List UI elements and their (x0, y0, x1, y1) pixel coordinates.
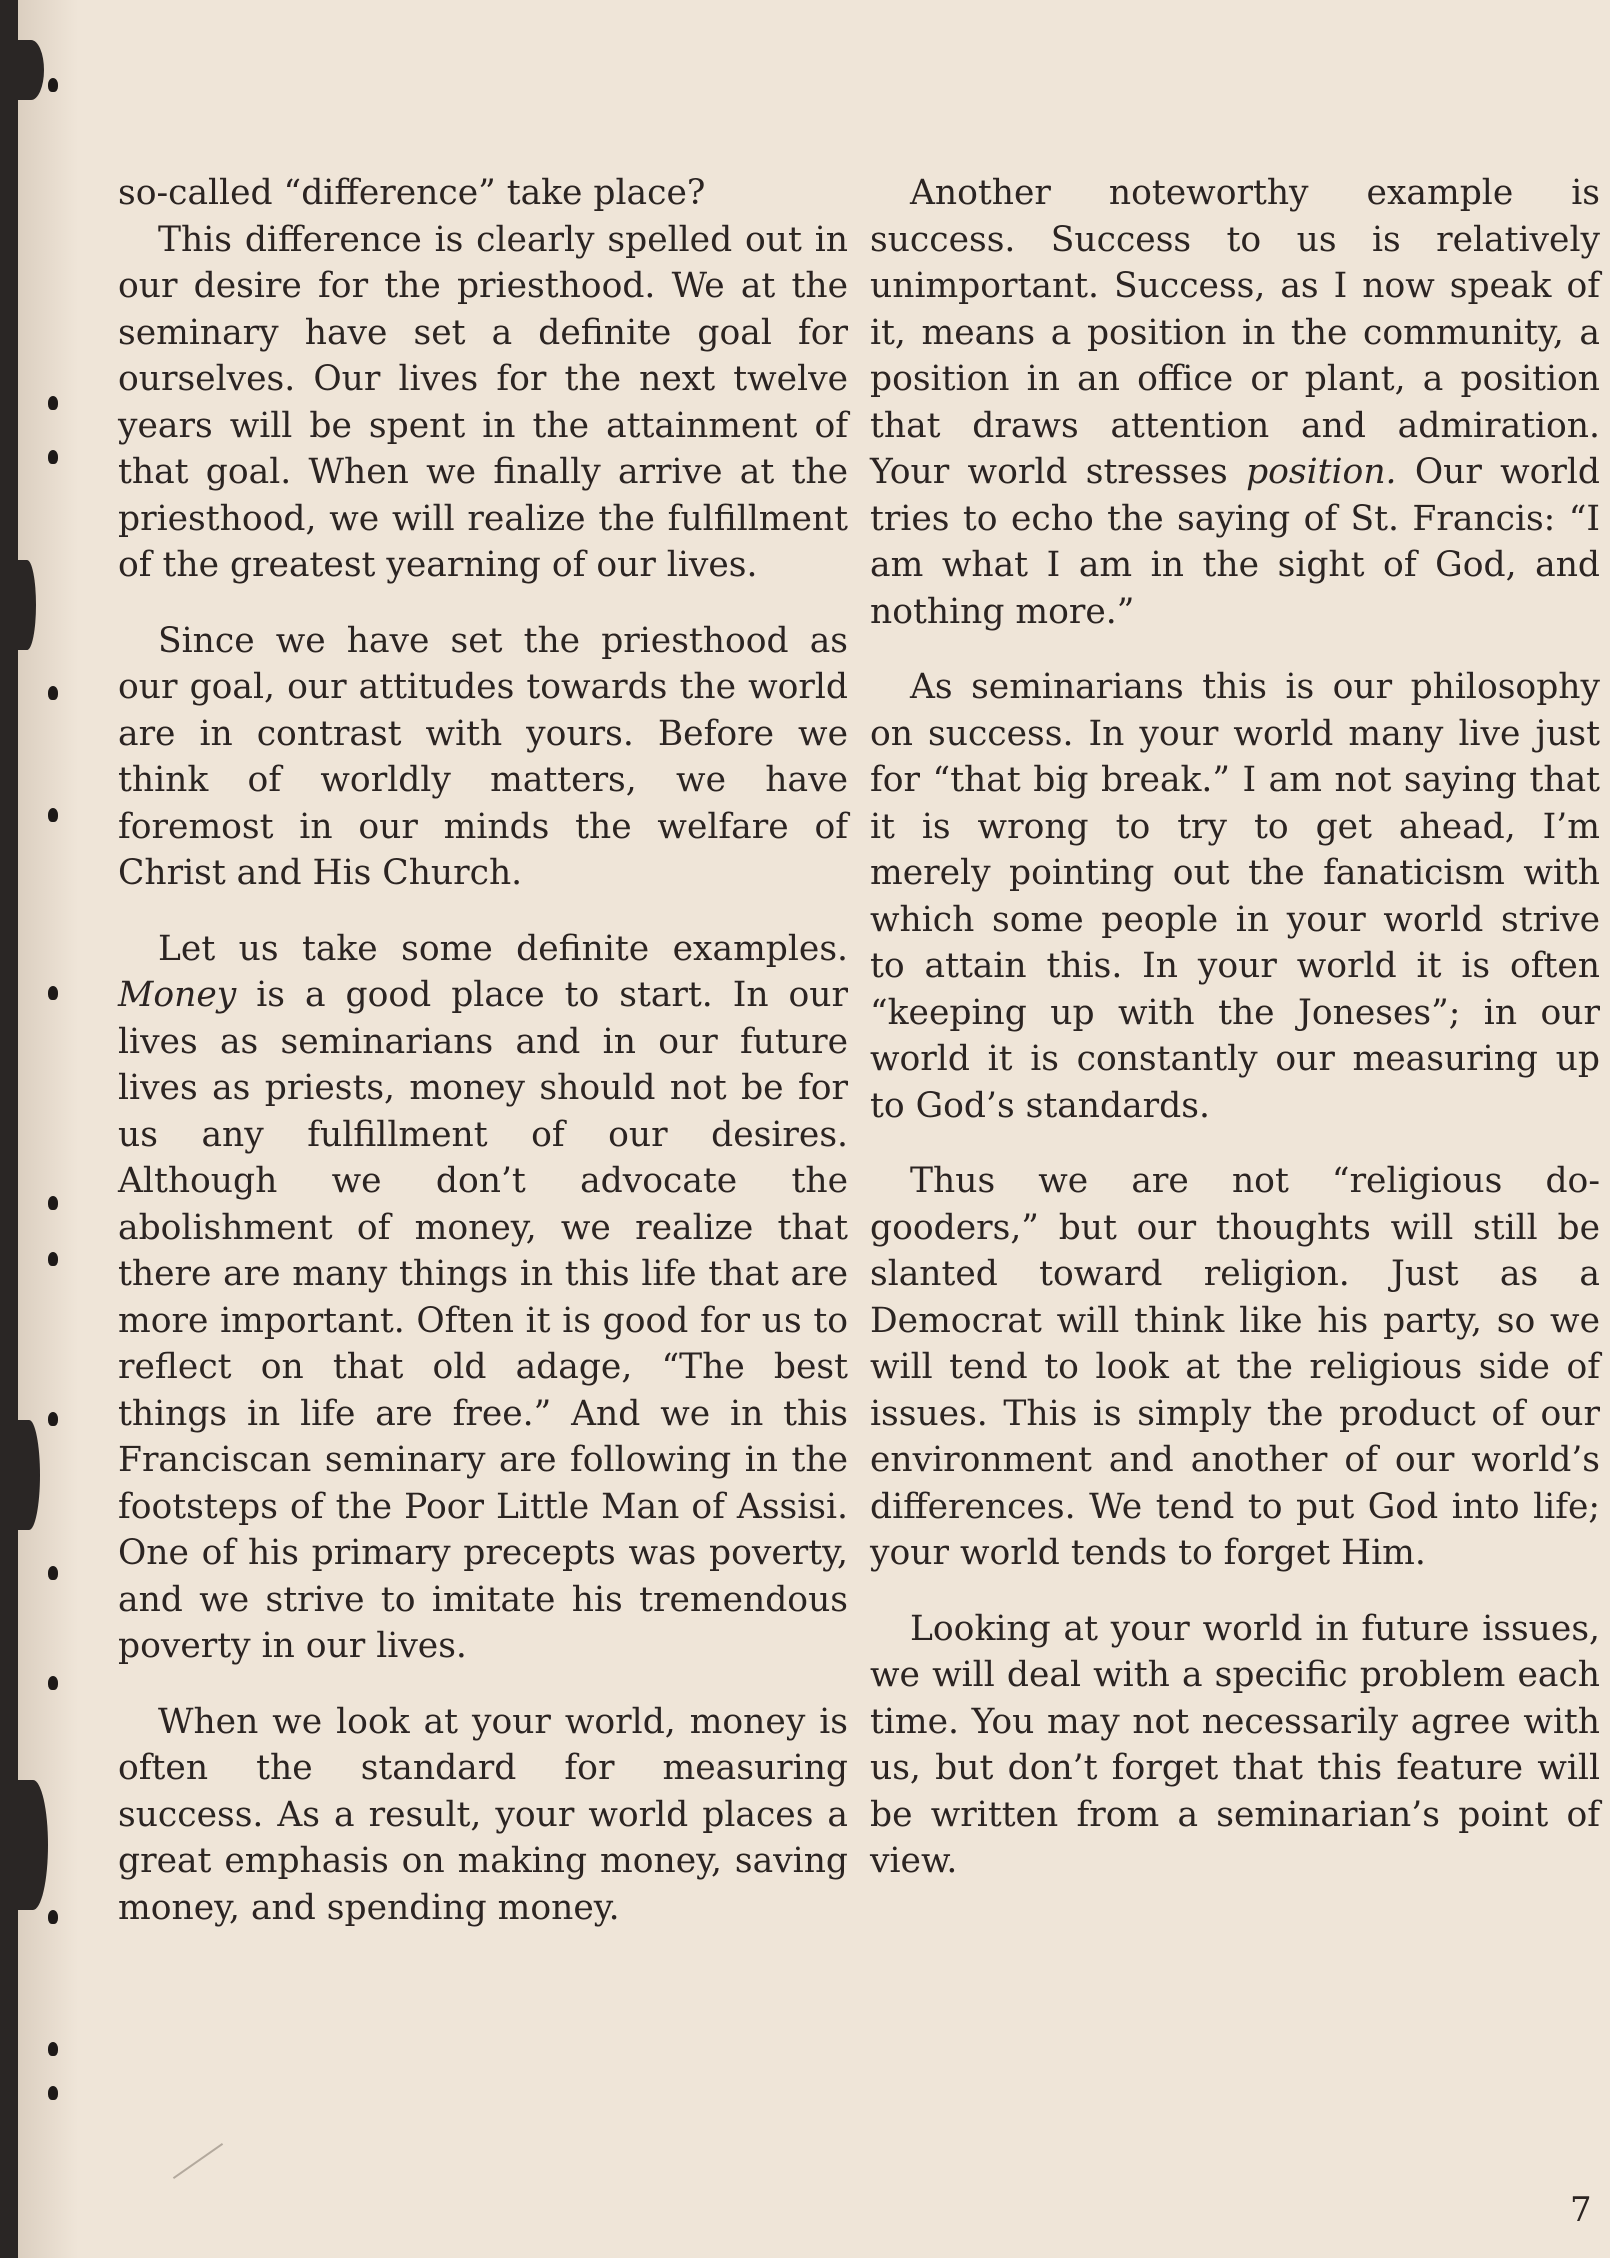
paragraph: Thus we are not “religious do-gooders,” but our thoughts will still be slanted toward religion. Just as a Democrat will think like his party, so we will tend to look at the religious side of issues. This is simply the product of our environment and another of our world’s differences. We tend to put God into life; your world tends to forget Him. (870, 1161, 1600, 1573)
paragraph-body: is a good place to start. In our lives as seminarians and in our future lives as priests, money should not be for us any fulfillment of our desires. Although we don’t advocate the abolishment of money, we realize that there are many things in this life that are more important. Often it is good for us to reflect on that old adage, “The best things in life are free.” And we in this Franciscan seminary are following in the footsteps of the Poor Little Man of Assisi. One of his primary precepts was poverty, and we strive to imitate his tremendous poverty in our lives. (118, 975, 849, 1666)
binding-hole (48, 1566, 58, 1580)
paragraph: Since we have set the priesthood as our goal, our attitudes towards the world are in contrast with yours. Before we think of worldly matters, we have foremost in our minds the welfare of Christ and His Church. (118, 620, 848, 893)
binding-hole (48, 1676, 58, 1690)
binding-hole (48, 1412, 58, 1426)
paragraph: When we look at your world, money is often the standard for measuring success. As a result, your world places a great emphasis on making money, saving money, and spending money. (118, 1701, 848, 1928)
paragraph (118, 926, 848, 1670)
right-column (870, 170, 1600, 1914)
binding-hole (48, 2086, 58, 2100)
paragraph: so-called “difference” take place? (118, 173, 706, 213)
binding-hole (48, 2042, 58, 2056)
emphasis-position: position. (1246, 452, 1397, 492)
paragraph: This difference is clearly spelled out in our desire for the priesthood. We at the seminary have set a definite goal for ourselves. Our lives for the next twelve years will be spent in the attainment of that goal. When we finally arrive at the priesthood, we will realize the fulfillment of the greatest yearning of our lives. (118, 219, 848, 585)
paragraph: Looking at your world in future issues, we will deal with a specific problem each time. You may not necessarily agree with us, but don’t forget that this feature will be written from a seminarian’s point of view. (870, 1608, 1600, 1881)
binding-hole (48, 1910, 58, 1924)
page-number: 7 (1570, 2190, 1592, 2230)
paragraph-body: Our world tries to echo the saying of St. Francis: “I am what I am in the sight of God, and nothing more.” (870, 452, 1601, 632)
torn-edge (18, 40, 44, 100)
magazine-page (18, 0, 1610, 2258)
emphasis-money: Money (118, 975, 237, 1015)
binding-hole (48, 686, 58, 700)
torn-edge (18, 560, 36, 650)
paper-crease (173, 2143, 223, 2179)
binding-hole (48, 450, 58, 464)
binding-hole (48, 808, 58, 822)
binding-hole (48, 78, 58, 92)
paragraph-intro: Let us take some definite examples. (158, 928, 848, 969)
torn-edge (18, 1420, 40, 1530)
binding-hole (48, 1252, 58, 1266)
binding-hole (48, 396, 58, 410)
binding-hole (48, 986, 58, 1000)
left-column (118, 170, 848, 1960)
paragraph: As seminarians this is our philosophy on success. In your world many live just for “that big break.” I am not saying that it is wrong to try to get ahead, I’m merely pointing out the fanaticism with which some people in your world strive to attain this. In your world it is often “keeping up with the Joneses”; in our world it is constantly our measuring up to God’s standards. (870, 667, 1600, 1126)
paragraph-body: Another noteworthy example is success. Success to us is relatively unimportant. Success, as I now speak of it, means a position in the community, a position in an office or plant, a position that draws attention and admiration. Your world stresses (870, 173, 1600, 492)
binding-hole (48, 1196, 58, 1210)
paragraph (870, 170, 1600, 635)
torn-edge (18, 1780, 48, 1910)
